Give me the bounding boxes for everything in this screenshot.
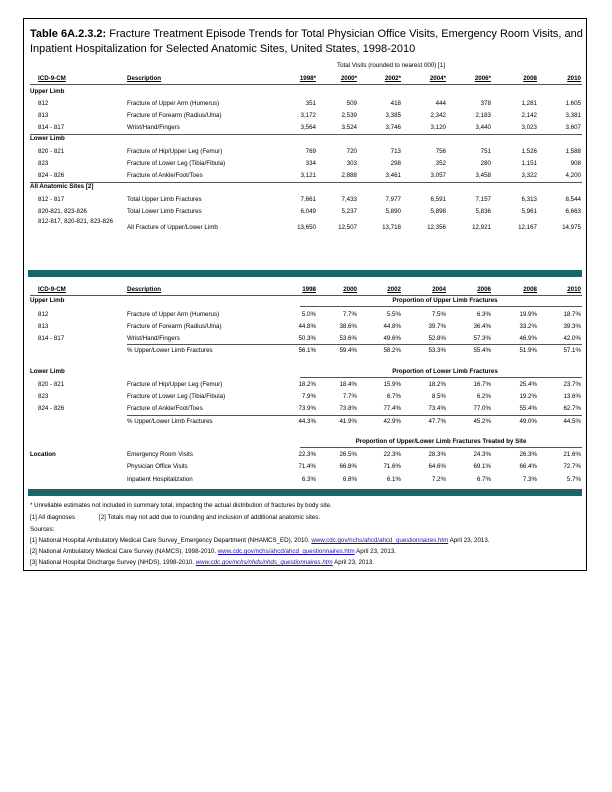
row-code: 824 - 826 xyxy=(38,172,65,179)
source-3-text: [3] National Hospital Discharge Survey (NHDS), 1998-2010. xyxy=(30,559,195,566)
column-header-year: 2010 xyxy=(567,286,581,293)
table-row-value: 3,524 xyxy=(341,124,357,131)
group-subtitle: Proportion of Lower Limb Fractures xyxy=(392,368,498,375)
column-header-year: 2004 xyxy=(432,286,446,293)
column-header-year: 2002* xyxy=(384,75,401,82)
group-rule xyxy=(30,134,582,135)
row-description: Fracture of Lower Leg (Tibia/Fibula) xyxy=(127,160,226,167)
source-3 xyxy=(30,559,374,567)
header-rule xyxy=(30,84,582,85)
table-row-value: 6.2% xyxy=(476,393,491,400)
table-row-value: 5.5% xyxy=(386,311,401,318)
table-row-value: 64.6% xyxy=(428,463,446,470)
row-description: Emergency Room Visits xyxy=(127,451,193,458)
section-divider-band xyxy=(28,270,582,277)
table-row-value: 509 xyxy=(346,100,357,107)
source-1 xyxy=(30,537,490,545)
table-row-value: 51.9% xyxy=(519,347,537,354)
table-row-value: 19.2% xyxy=(519,393,537,400)
table-row-value: 7.7% xyxy=(342,393,357,400)
table-row-value: 53.3% xyxy=(428,347,446,354)
table-row-value: 3,057 xyxy=(430,172,446,179)
table-row-value: 19.9% xyxy=(519,311,537,318)
row-description: Fracture of Forearm (Radius/Ulna) xyxy=(127,112,222,119)
row-code: 812 xyxy=(38,100,49,107)
table-row-value: 62.7% xyxy=(563,405,581,412)
table-row-value: 44.8% xyxy=(298,323,316,330)
row-description: All Fracture of Upper/Lower Limb xyxy=(127,224,218,231)
source-1-text: [1] National Hospital Ambulatory Medical Care Survey_Emergency Department (NHAMCS_ED), 2010. xyxy=(30,537,310,544)
table-row-value: 12,356 xyxy=(427,224,446,231)
group-label: Location xyxy=(30,451,56,458)
source-2 xyxy=(30,548,396,556)
table-row-value: 7,977 xyxy=(385,196,401,203)
table-row-value: 42.0% xyxy=(563,335,581,342)
table-row-value: 6,663 xyxy=(565,208,581,215)
column-header-year: 2008 xyxy=(523,75,537,82)
group-label: Lower Limb xyxy=(30,368,65,375)
table-row-value: 1,151 xyxy=(521,160,537,167)
table-row-value: 69.1% xyxy=(473,463,491,470)
table-row-value: 351 xyxy=(305,100,316,107)
table-row-value: 12,167 xyxy=(518,224,537,231)
row-description: Wrist/Hand/Fingers xyxy=(127,124,180,131)
table-row-value: 5,237 xyxy=(341,208,357,215)
table-row-value: 7,661 xyxy=(300,196,316,203)
table-row-value: 52.8% xyxy=(428,335,446,342)
row-code: 820-821, 823-826 xyxy=(38,208,87,215)
table-row-value: 2,539 xyxy=(341,112,357,119)
source-3-link[interactable]: www.cdc.gov/nchs/nhds/nhds_questionnaires.htm xyxy=(195,559,333,566)
group-label: All Anatomic Sites [2] xyxy=(30,183,94,190)
table-row-value: 45.2% xyxy=(473,418,491,425)
table-row-value: 44.8% xyxy=(383,323,401,330)
table-row-value: 22.3% xyxy=(298,451,316,458)
table-row-value: 3,120 xyxy=(430,124,446,131)
table-row-value: 49.0% xyxy=(519,418,537,425)
table-row-value: 18.7% xyxy=(563,311,581,318)
table-row-value: 3,440 xyxy=(475,124,491,131)
table-row-value: 7.7% xyxy=(342,311,357,318)
table-row-value: 53.6% xyxy=(339,335,357,342)
table-row-value: 12,507 xyxy=(338,224,357,231)
source-1-date: April 23, 2013. xyxy=(449,537,490,544)
table-row-value: 58.2% xyxy=(383,347,401,354)
table-row-value: 73.9% xyxy=(298,405,316,412)
table-row-value: 21.6% xyxy=(563,451,581,458)
row-code: 820 - 821 xyxy=(38,148,65,155)
table-row-value: 5,836 xyxy=(475,208,491,215)
source-3-date: April 23, 2013. xyxy=(334,559,374,566)
table-row-value: 38.6% xyxy=(339,323,357,330)
header-rule xyxy=(30,295,582,296)
table-row-value: 15.9% xyxy=(383,381,401,388)
table-row-value: 16.7% xyxy=(473,381,491,388)
table-row-value: 3,746 xyxy=(385,124,401,131)
section-divider-band xyxy=(28,489,582,496)
table-row-value: 14,975 xyxy=(562,224,581,231)
subtitle-rule xyxy=(300,306,582,307)
table-row-value: 7,433 xyxy=(341,196,357,203)
table-row-value: 444 xyxy=(435,100,446,107)
row-code: 823 xyxy=(38,393,49,400)
table-row-value: 5,961 xyxy=(521,208,537,215)
table-row-value: 72.7% xyxy=(563,463,581,470)
row-code: 812 - 817 xyxy=(38,196,65,203)
table-row-value: 751 xyxy=(480,148,491,155)
row-code: 824 - 826 xyxy=(38,405,65,412)
table-row-value: 4,200 xyxy=(565,172,581,179)
table-row-value: 24.3% xyxy=(473,451,491,458)
table-row-value: 59.4% xyxy=(339,347,357,354)
table-row-value: 7,157 xyxy=(475,196,491,203)
group-label: Lower Limb xyxy=(30,135,65,142)
row-description: Inpatient Hospitalization xyxy=(127,476,193,483)
footnote-1: [1] All diagnoses xyxy=(30,514,76,521)
table-row-value: 56.1% xyxy=(298,347,316,354)
row-code: 812-817, 820-821, 823-826 xyxy=(38,218,113,225)
column-header-year: 2000* xyxy=(340,75,357,82)
row-description: Fracture of Upper Arm (Humerus) xyxy=(127,100,220,107)
table-row-value: 33.2% xyxy=(519,323,537,330)
source-2-link[interactable]: www.cdc.gov/nchs/ahcd/ahcd_questionnaires.htm xyxy=(217,548,355,555)
row-code: 814 - 817 xyxy=(38,124,65,131)
table-row-value: 720 xyxy=(346,148,357,155)
row-code: 820 - 821 xyxy=(38,381,65,388)
column-header-year: 2010 xyxy=(567,75,581,82)
table-row-value: 18.2% xyxy=(298,381,316,388)
total-rule xyxy=(127,344,582,345)
table-row-value: 5,890 xyxy=(385,208,401,215)
table-row-value: 298 xyxy=(390,160,401,167)
source-2-date: April 23, 2013. xyxy=(356,548,396,555)
table-row-value: 908 xyxy=(570,160,581,167)
column-header-description: Description xyxy=(127,75,162,82)
column-header-year: 1998 xyxy=(302,286,316,293)
table-row-value: 66.4% xyxy=(519,463,537,470)
column-header-year: 1998* xyxy=(299,75,316,82)
group-label: Upper Limb xyxy=(30,88,65,95)
table-row-value: 303 xyxy=(346,160,357,167)
table-row-value: 418 xyxy=(390,100,401,107)
table-row-value: 25.4% xyxy=(519,381,537,388)
table-row-value: 1,605 xyxy=(565,100,581,107)
table-row-value: 7.2% xyxy=(431,476,446,483)
footnote-2: [2] Totals may not add due to rounding and inclusion of additional anatomic sites. xyxy=(99,514,321,521)
table-row-value: 73.8% xyxy=(339,405,357,412)
table-row-value: 7.9% xyxy=(301,393,316,400)
table-number: Table 6A.2.3.2: xyxy=(30,28,107,40)
table-row-value: 1,526 xyxy=(521,148,537,155)
table-title xyxy=(30,27,585,57)
table-row-value: 2,142 xyxy=(521,112,537,119)
column-header-code: ICD-9-CM xyxy=(38,286,66,293)
row-description: Total Lower Limb Fractures xyxy=(127,208,202,215)
table-row-value: 57.1% xyxy=(563,347,581,354)
table-row-value: 71.4% xyxy=(298,463,316,470)
table-row-value: 39.3% xyxy=(563,323,581,330)
table-row-value: 18.2% xyxy=(428,381,446,388)
table-row-value: 334 xyxy=(305,160,316,167)
table-row-value: 378 xyxy=(480,100,491,107)
table-row-value: 713 xyxy=(390,148,401,155)
row-description: Total Upper Limb Fractures xyxy=(127,196,202,203)
table-row-value: 6,313 xyxy=(521,196,537,203)
table-row-value: 6.7% xyxy=(476,476,491,483)
row-code: 823 xyxy=(38,160,49,167)
table-row-value: 3,172 xyxy=(300,112,316,119)
table-row-value: 6.3% xyxy=(301,476,316,483)
table-title-text: Fracture Treatment Episode Trends for Total Physician Office Visits, Emergency Room Visits, and Inpatient Hospitalization for Selected Anatomic Sites, United States, 1998-2010 xyxy=(30,28,583,55)
table-row-value: 77.4% xyxy=(383,405,401,412)
table-row-value: 7.3% xyxy=(522,476,537,483)
table-row-value: 280 xyxy=(480,160,491,167)
table-row-value: 57.3% xyxy=(473,335,491,342)
column-header-description: Description xyxy=(127,286,162,293)
table-row-value: 71.6% xyxy=(383,463,401,470)
row-description: Fracture of Lower Leg (Tibia/Fibula) xyxy=(127,393,226,400)
table-row-value: 22.3% xyxy=(383,451,401,458)
column-header-year: 2004* xyxy=(429,75,446,82)
table-row-value: 44.5% xyxy=(563,418,581,425)
table-row-value: 5.0% xyxy=(301,311,316,318)
table-row-value: 1,588 xyxy=(565,148,581,155)
table-row-value: 1,281 xyxy=(521,100,537,107)
sources-label: Sources: xyxy=(30,526,55,533)
table-row-value: 3,121 xyxy=(300,172,316,179)
table-row-value: 28.3% xyxy=(428,451,446,458)
table-row-value: 12,921 xyxy=(472,224,491,231)
table-row-value: 3,023 xyxy=(521,124,537,131)
table-row-value: 55.4% xyxy=(519,405,537,412)
table-row-value: 55.4% xyxy=(473,347,491,354)
row-description: Fracture of Hip/Upper Leg (Femur) xyxy=(127,148,223,155)
table-row-value: 3,322 xyxy=(521,172,537,179)
table-row-value: 769 xyxy=(305,148,316,155)
row-code: 812 xyxy=(38,311,49,318)
table-row-value: 13.6% xyxy=(563,393,581,400)
table-row-value: 50.3% xyxy=(298,335,316,342)
group-subtitle: Proportion of Upper/Lower Limb Fractures Treated by Site xyxy=(355,438,527,445)
column-header-year: 2006* xyxy=(474,75,491,82)
table-row-value: 3,607 xyxy=(565,124,581,131)
table-row-value: 26.5% xyxy=(339,451,357,458)
group-subtitle: Proportion of Upper Limb Fractures xyxy=(392,297,498,304)
row-description: Fracture of Forearm (Radius/Ulna) xyxy=(127,323,222,330)
table-row-value: 23.7% xyxy=(563,381,581,388)
table-row-value: 6.7% xyxy=(386,393,401,400)
row-code: 813 xyxy=(38,112,49,119)
table-row-value: 6,591 xyxy=(430,196,446,203)
table-row-value: 5,898 xyxy=(430,208,446,215)
table-row-value: 3,564 xyxy=(300,124,316,131)
table-row-value: 2,342 xyxy=(430,112,446,119)
subtitle-rule xyxy=(300,447,582,448)
table-row-value: 47.7% xyxy=(428,418,446,425)
column-header-year: 2006 xyxy=(477,286,491,293)
table-row-value: 5.7% xyxy=(566,476,581,483)
table-row-value: 3,461 xyxy=(385,172,401,179)
column-header-year: 2008 xyxy=(523,286,537,293)
row-code: 813 xyxy=(38,323,49,330)
table-row-value: 6.3% xyxy=(476,311,491,318)
column-header-year: 2000 xyxy=(343,286,357,293)
table-row-value: 2,888 xyxy=(341,172,357,179)
footnote-asterisk: * Unreliable estimates not included in summary total, impacting the actual distribution of fractures by body site. xyxy=(30,502,332,509)
column-header-year: 2002 xyxy=(387,286,401,293)
table-row-value: 42.9% xyxy=(383,418,401,425)
table-row-value: 7.5% xyxy=(431,311,446,318)
row-description: % Upper/Lower Limb Fractures xyxy=(127,418,213,425)
row-code: 814 - 817 xyxy=(38,335,65,342)
table-row-value: 6.8% xyxy=(342,476,357,483)
column-header-code: ICD-9-CM xyxy=(38,75,66,82)
row-description: % Upper/Lower Limb Fractures xyxy=(127,347,213,354)
table-row-value: 3,458 xyxy=(475,172,491,179)
row-description: Fracture of Upper Arm (Humerus) xyxy=(127,311,220,318)
table-row-value: 756 xyxy=(435,148,446,155)
table-row-value: 3,385 xyxy=(385,112,401,119)
row-description: Fracture of Ankle/Foot/Toes xyxy=(127,405,203,412)
source-2-text: [2] National Ambulatory Medical Care Survey (NAMCS), 1998-2010. xyxy=(30,548,217,555)
table-row-value: 36.4% xyxy=(473,323,491,330)
table-row-value: 18.4% xyxy=(339,381,357,388)
table-row-value: 41.9% xyxy=(339,418,357,425)
row-description: Fracture of Hip/Upper Leg (Femur) xyxy=(127,381,223,388)
source-1-link[interactable]: www.cdc.gov/nchs/ahcd/ahcd_questionnaires.htm xyxy=(311,537,449,544)
row-description: Physician Office Visits xyxy=(127,463,188,470)
table-row-value: 73.4% xyxy=(428,405,446,412)
table-row-value: 49.6% xyxy=(383,335,401,342)
group-rule xyxy=(30,182,582,183)
table-row-value: 66.8% xyxy=(339,463,357,470)
table-row-value: 8,544 xyxy=(565,196,581,203)
group-label: Upper Limb xyxy=(30,297,65,304)
table-row-value: 44.3% xyxy=(298,418,316,425)
table-row-value: 77.0% xyxy=(473,405,491,412)
row-description: Wrist/Hand/Fingers xyxy=(127,335,180,342)
table-row-value: 3,381 xyxy=(565,112,581,119)
table-row-value: 46.9% xyxy=(519,335,537,342)
table-row-value: 352 xyxy=(435,160,446,167)
table-row-value: 2,183 xyxy=(475,112,491,119)
table-row-value: 6.1% xyxy=(386,476,401,483)
row-description: Fracture of Ankle/Foot/Toes xyxy=(127,172,203,179)
table-row-value: 13,650 xyxy=(297,224,316,231)
section-supertitle: Total Visits (rounded to nearest 000) [1] xyxy=(337,62,445,69)
total-rule xyxy=(127,415,582,416)
table-row-value: 13,718 xyxy=(382,224,401,231)
table-row-value: 39.7% xyxy=(428,323,446,330)
table-row-value: 6,049 xyxy=(300,208,316,215)
table-row-value: 26.3% xyxy=(519,451,537,458)
table-row-value: 8.5% xyxy=(431,393,446,400)
subtitle-rule xyxy=(300,377,582,378)
